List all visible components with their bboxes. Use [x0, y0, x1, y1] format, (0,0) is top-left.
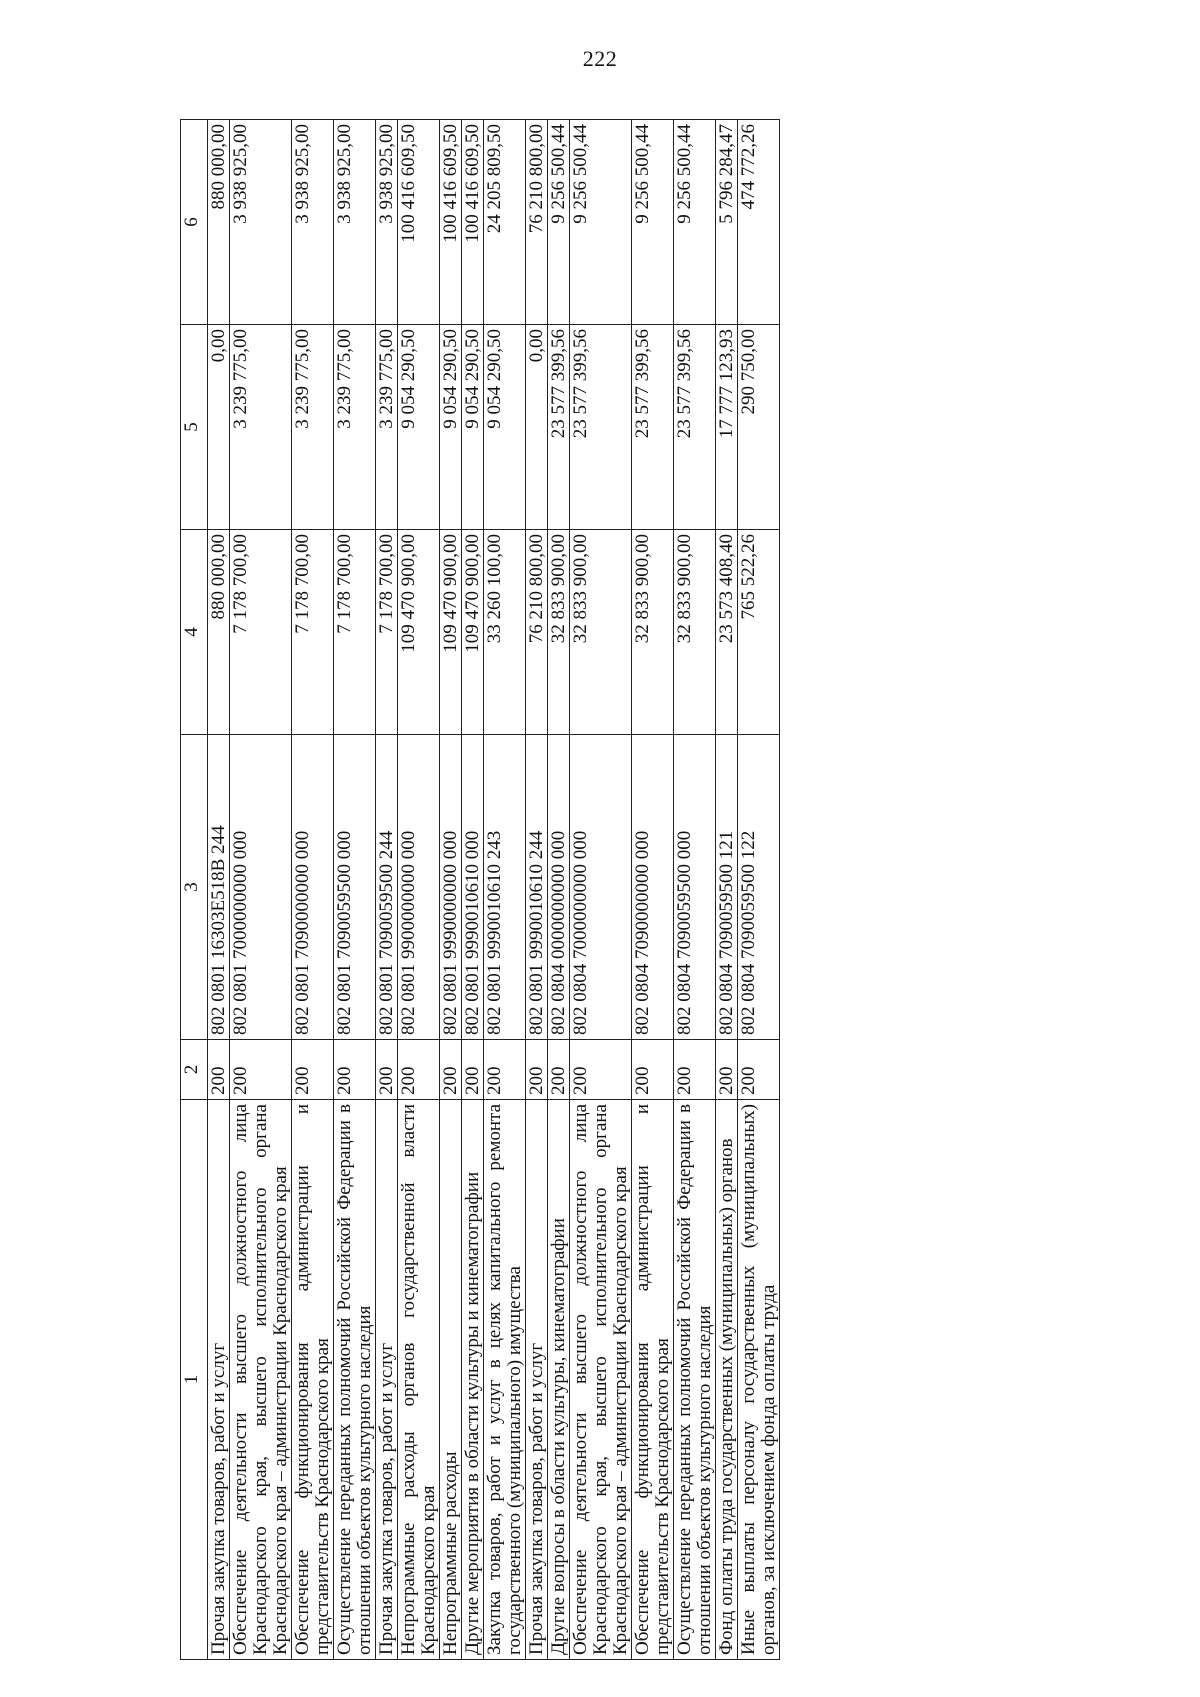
row-code-cell: 200	[292, 1040, 334, 1100]
row-amount-col4-cell: 765 522,26	[738, 530, 780, 735]
row-amount-col4-cell: 7 178 700,00	[292, 530, 334, 735]
row-classification-cell: 802 0801 9900000000 000	[398, 735, 440, 1040]
row-name-cell: Обеспечение функционирования администрации и представительств Краснодарского края	[292, 1100, 334, 1660]
row-name-cell: Прочая закупка товаров, работ и услуг	[376, 1100, 398, 1660]
row-amount-col4-cell: 32 833 900,00	[632, 530, 674, 735]
table-row	[738, 120, 780, 1660]
table-row	[230, 120, 292, 1660]
row-amount-col5-cell: 3 239 775,00	[334, 325, 376, 530]
row-classification-cell: 802 0801 9990010610 243	[484, 735, 526, 1040]
row-amount-col6-cell: 3 938 925,00	[334, 120, 376, 325]
row-code-cell: 200	[440, 1040, 462, 1100]
header-col-2: 2	[181, 1040, 208, 1100]
row-code-cell: 200	[334, 1040, 376, 1100]
row-amount-col6-cell: 9 256 500,44	[632, 120, 674, 325]
row-amount-col6-cell: 100 416 609,50	[462, 120, 484, 325]
row-amount-col4-cell: 76 210 800,00	[526, 530, 548, 735]
row-name-cell: Иные выплаты персоналу государственных (муниципальных) органов, за исключением фонда оплаты труда	[738, 1100, 780, 1660]
row-amount-col6-cell: 474 772,26	[738, 120, 780, 325]
row-amount-col5-cell: 0,00	[208, 325, 230, 530]
row-amount-col6-cell: 9 256 500,44	[674, 120, 716, 325]
row-amount-col4-cell: 32 833 900,00	[570, 530, 632, 735]
row-name-cell: Осуществление переданных полномочий Российской Федерации в отношении объектов культурного наследия	[674, 1100, 716, 1660]
row-classification-cell: 802 0801 16303E518B 244	[208, 735, 230, 1040]
header-col-4: 4	[181, 530, 208, 735]
row-code-cell: 200	[376, 1040, 398, 1100]
row-amount-col6-cell: 100 416 609,50	[398, 120, 440, 325]
row-classification-cell: 802 0801 9990010610 244	[526, 735, 548, 1040]
row-amount-col5-cell: 23 577 399,56	[632, 325, 674, 530]
row-name-cell: Осуществление переданных полномочий Российской Федерации в отношении объектов культурного наследия	[334, 1100, 376, 1660]
table-row	[398, 120, 440, 1660]
row-amount-col4-cell: 880 000,00	[208, 530, 230, 735]
row-classification-cell: 802 0801 9990010610 000	[462, 735, 484, 1040]
table-header	[181, 120, 208, 1660]
table-row	[570, 120, 632, 1660]
row-amount-col6-cell: 9 256 500,44	[548, 120, 570, 325]
row-amount-col6-cell: 9 256 500,44	[570, 120, 632, 325]
table-row	[292, 120, 334, 1660]
row-code-cell: 200	[716, 1040, 738, 1100]
row-classification-cell: 802 0801 7090059500 244	[376, 735, 398, 1040]
row-code-cell: 200	[548, 1040, 570, 1100]
row-amount-col4-cell: 7 178 700,00	[230, 530, 292, 735]
row-code-cell: 200	[208, 1040, 230, 1100]
table-row	[484, 120, 526, 1660]
row-classification-cell: 802 0804 7090059500 121	[716, 735, 738, 1040]
row-classification-cell: 802 0804 7090059500 000	[674, 735, 716, 1040]
row-amount-col4-cell: 7 178 700,00	[376, 530, 398, 735]
row-name-cell: Закупка товаров, работ и услуг в целях капитального ремонта государственного (муниципального) имущества	[484, 1100, 526, 1660]
row-amount-col6-cell: 3 938 925,00	[376, 120, 398, 325]
row-name-cell: Фонд оплаты труда государственных (муниципальных) органов	[716, 1100, 738, 1660]
row-amount-col6-cell: 3 938 925,00	[230, 120, 292, 325]
row-code-cell: 200	[570, 1040, 632, 1100]
table-row	[440, 120, 462, 1660]
row-amount-col4-cell: 32 833 900,00	[548, 530, 570, 735]
row-amount-col4-cell: 109 470 900,00	[440, 530, 462, 735]
row-amount-col4-cell: 32 833 900,00	[674, 530, 716, 735]
row-amount-col4-cell: 109 470 900,00	[462, 530, 484, 735]
table-row	[526, 120, 548, 1660]
row-amount-col5-cell: 9 054 290,50	[484, 325, 526, 530]
row-amount-col6-cell: 24 205 809,50	[484, 120, 526, 325]
row-amount-col5-cell: 9 054 290,50	[440, 325, 462, 530]
header-row	[181, 120, 208, 1660]
row-amount-col5-cell: 290 750,00	[738, 325, 780, 530]
row-amount-col5-cell: 3 239 775,00	[292, 325, 334, 530]
row-amount-col6-cell: 880 000,00	[208, 120, 230, 325]
row-code-cell: 200	[632, 1040, 674, 1100]
table-row	[462, 120, 484, 1660]
header-col-6: 6	[181, 120, 208, 325]
row-name-cell: Обеспечение деятельности высшего должностного лица Краснодарского края, высшего исполнительного органа Краснодарского края – администрации Краснодарского края	[230, 1100, 292, 1660]
row-amount-col5-cell: 3 239 775,00	[376, 325, 398, 530]
row-name-cell: Обеспечение функционирования администрации и представительств Краснодарского края	[632, 1100, 674, 1660]
table-row	[208, 120, 230, 1660]
row-name-cell: Непрограммные расходы органов государственной власти Краснодарского края	[398, 1100, 440, 1660]
row-code-cell: 200	[674, 1040, 716, 1100]
row-code-cell: 200	[738, 1040, 780, 1100]
row-amount-col4-cell: 7 178 700,00	[334, 530, 376, 735]
row-classification-cell: 802 0801 7090059500 000	[334, 735, 376, 1040]
row-code-cell: 200	[526, 1040, 548, 1100]
table-row	[674, 120, 716, 1660]
row-classification-cell: 802 0804 7090059500 122	[738, 735, 780, 1040]
row-classification-cell: 802 0801 7090000000 000	[292, 735, 334, 1040]
row-code-cell: 200	[230, 1040, 292, 1100]
row-code-cell: 200	[462, 1040, 484, 1100]
row-name-cell: Прочая закупка товаров, работ и услуг	[526, 1100, 548, 1660]
header-col-1: 1	[181, 1100, 208, 1660]
row-amount-col5-cell: 17 777 123,93	[716, 325, 738, 530]
header-col-3: 3	[181, 735, 208, 1040]
row-amount-col6-cell: 76 210 800,00	[526, 120, 548, 325]
row-classification-cell: 802 0804 7000000000 000	[570, 735, 632, 1040]
row-classification-cell: 802 0801 7000000000 000	[230, 735, 292, 1040]
table-row	[632, 120, 674, 1660]
row-amount-col5-cell: 23 577 399,56	[548, 325, 570, 530]
row-classification-cell: 802 0801 9990000000 000	[440, 735, 462, 1040]
row-amount-col4-cell: 23 573 408,40	[716, 530, 738, 735]
header-col-5: 5	[181, 325, 208, 530]
row-amount-col4-cell: 109 470 900,00	[398, 530, 440, 735]
row-code-cell: 200	[398, 1040, 440, 1100]
table-row	[376, 120, 398, 1660]
row-amount-col5-cell: 9 054 290,50	[462, 325, 484, 530]
page-number: 222	[582, 46, 618, 71]
table-row	[716, 120, 738, 1660]
row-name-cell: Обеспечение деятельности высшего должностного лица Краснодарского края, высшего исполнительного органа Краснодарского края – администрации Краснодарского края	[570, 1100, 632, 1660]
row-classification-cell: 802 0804 7090000000 000	[632, 735, 674, 1040]
row-amount-col5-cell: 0,00	[526, 325, 548, 530]
rotated-table-frame	[180, 120, 1100, 1660]
row-amount-col4-cell: 33 260 100,00	[484, 530, 526, 735]
row-code-cell: 200	[484, 1040, 526, 1100]
table-row	[548, 120, 570, 1660]
row-amount-col6-cell: 3 938 925,00	[292, 120, 334, 325]
row-classification-cell: 802 0804 0000000000 000	[548, 735, 570, 1040]
budget-table	[180, 119, 780, 1660]
table-body	[208, 120, 780, 1660]
row-amount-col6-cell: 5 796 284,47	[716, 120, 738, 325]
row-name-cell: Другие вопросы в области культуры, кинематографии	[548, 1100, 570, 1660]
row-amount-col5-cell: 3 239 775,00	[230, 325, 292, 530]
row-amount-col5-cell: 23 577 399,56	[570, 325, 632, 530]
row-amount-col5-cell: 9 054 290,50	[398, 325, 440, 530]
row-amount-col5-cell: 23 577 399,56	[674, 325, 716, 530]
row-name-cell: Другие мероприятия в области культуры и кинематографии	[462, 1100, 484, 1660]
row-amount-col6-cell: 100 416 609,50	[440, 120, 462, 325]
row-name-cell: Непрограммные расходы	[440, 1100, 462, 1660]
table-row	[334, 120, 376, 1660]
row-name-cell: Прочая закупка товаров, работ и услуг	[208, 1100, 230, 1660]
